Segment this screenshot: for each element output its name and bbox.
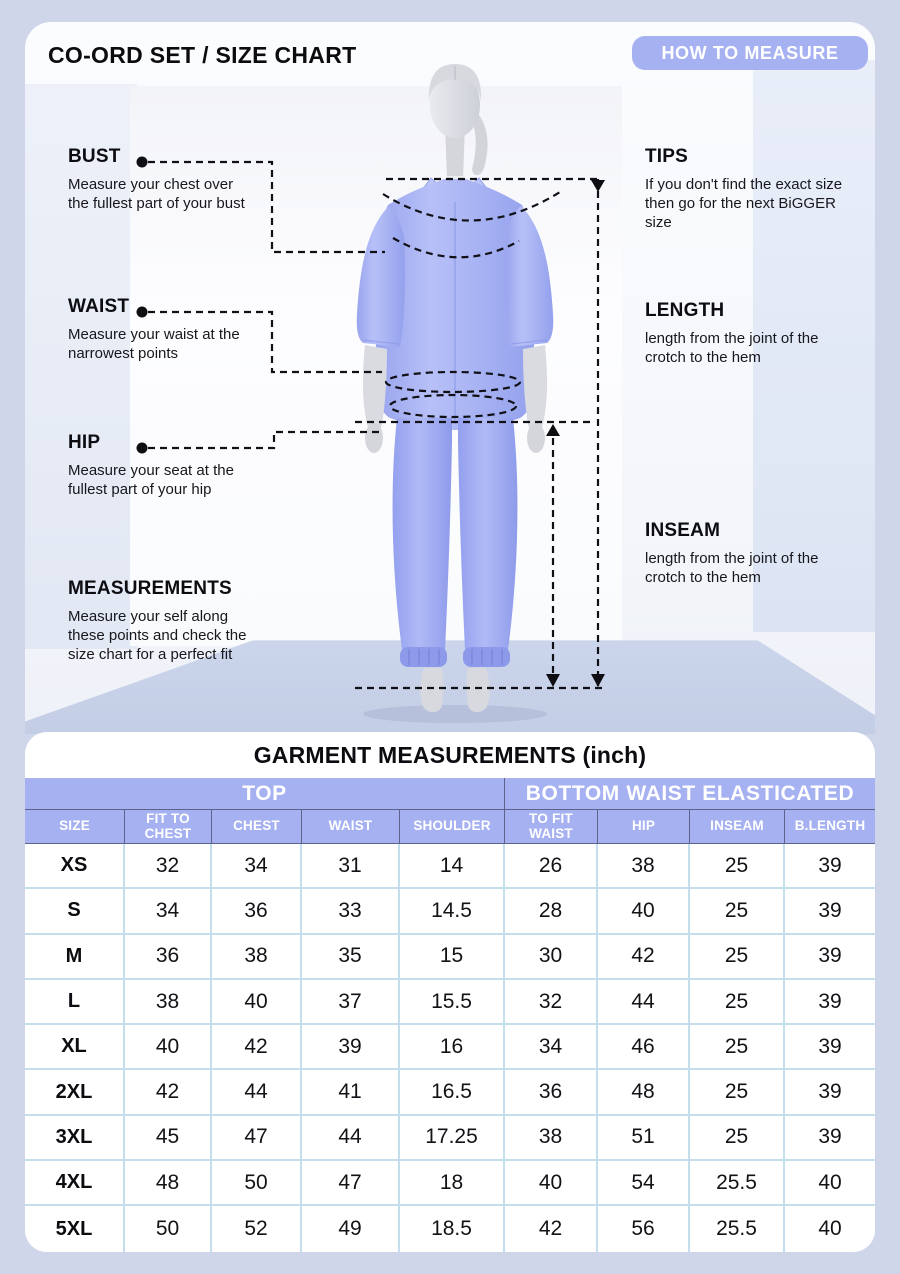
measurement-cell: 15.5 bbox=[400, 980, 505, 1023]
table-group-header bbox=[25, 778, 875, 809]
table-title: GARMENT MEASUREMENTS (inch) bbox=[253, 741, 647, 768]
measurement-cell: 25 bbox=[690, 1070, 785, 1113]
measurement-cell: 25 bbox=[690, 889, 785, 932]
measurement-cell: 40 bbox=[785, 1161, 875, 1204]
measurement-cell: 14 bbox=[400, 844, 505, 887]
measurement-cell: 25.5 bbox=[690, 1206, 785, 1251]
table-row bbox=[25, 1206, 875, 1251]
annotation-length bbox=[645, 300, 850, 368]
column-header-chest: CHEST bbox=[212, 810, 302, 843]
group-top: TOP bbox=[25, 778, 505, 809]
measurement-cell: 44 bbox=[212, 1070, 302, 1113]
measurement-cell: 51 bbox=[598, 1116, 690, 1159]
size-label-cell: XS bbox=[25, 844, 125, 887]
measurement-cell: 17.25 bbox=[400, 1116, 505, 1159]
measurement-cell: 15 bbox=[400, 935, 505, 978]
measurement-cell: 50 bbox=[125, 1206, 212, 1251]
measurement-cell: 18 bbox=[400, 1161, 505, 1204]
measurement-cell: 44 bbox=[302, 1116, 400, 1159]
annotation-waist bbox=[68, 296, 254, 364]
measurement-cell: 25 bbox=[690, 935, 785, 978]
measurement-cell: 41 bbox=[302, 1070, 400, 1113]
measurement-cell: 34 bbox=[125, 889, 212, 932]
measurement-cell: 28 bbox=[505, 889, 598, 932]
annotation-bust bbox=[68, 146, 254, 214]
measurement-cell: 42 bbox=[125, 1070, 212, 1113]
annotation-text: Measure your self along these points and check the size chart for a perfect fit bbox=[68, 608, 247, 663]
measurement-cell: 32 bbox=[505, 980, 598, 1023]
size-label-cell: S bbox=[25, 889, 125, 932]
measurement-cell: 14.5 bbox=[400, 889, 505, 932]
inseam-bottom-arrow bbox=[546, 674, 560, 687]
how-to-measure-button[interactable]: HOW TO MEASURE bbox=[632, 36, 868, 70]
stage-header bbox=[25, 22, 875, 102]
measurement-cell: 42 bbox=[598, 935, 690, 978]
measurement-cell: 25.5 bbox=[690, 1161, 785, 1204]
annotation-text: Measure your seat at the fullest part of your hip bbox=[68, 462, 234, 498]
table-row bbox=[25, 980, 875, 1025]
measurement-cell: 40 bbox=[212, 980, 302, 1023]
table-row bbox=[25, 1025, 875, 1070]
annotation-label: BUST bbox=[68, 146, 121, 167]
measurement-cell: 39 bbox=[785, 1070, 875, 1113]
mannequin-figure bbox=[357, 64, 554, 712]
measurement-cell: 34 bbox=[212, 844, 302, 887]
table-row bbox=[25, 844, 875, 889]
measurement-cell: 16 bbox=[400, 1025, 505, 1068]
measurement-cell: 52 bbox=[212, 1206, 302, 1251]
measurement-cell: 38 bbox=[505, 1116, 598, 1159]
table-row bbox=[25, 935, 875, 980]
measurement-cell: 44 bbox=[598, 980, 690, 1023]
measurement-cell: 35 bbox=[302, 935, 400, 978]
table-row bbox=[25, 1116, 875, 1161]
measurement-cell: 25 bbox=[690, 844, 785, 887]
size-label-cell: 3XL bbox=[25, 1116, 125, 1159]
measurement-cell: 50 bbox=[212, 1161, 302, 1204]
measurement-cell: 25 bbox=[690, 980, 785, 1023]
annotation-inseam bbox=[645, 520, 850, 588]
size-label-cell: 5XL bbox=[25, 1206, 125, 1251]
size-label-cell: XL bbox=[25, 1025, 125, 1068]
annotation-label: WAIST bbox=[68, 296, 130, 317]
annotation-label: MEASUREMENTS bbox=[68, 578, 232, 599]
measurement-cell: 30 bbox=[505, 935, 598, 978]
measurement-cell: 31 bbox=[302, 844, 400, 887]
measurement-cell: 18.5 bbox=[400, 1206, 505, 1251]
length-bottom-arrow bbox=[591, 674, 605, 687]
measurement-cell: 47 bbox=[302, 1161, 400, 1204]
measurement-cell: 48 bbox=[125, 1161, 212, 1204]
measurement-cell: 46 bbox=[598, 1025, 690, 1068]
column-header-waist: WAIST bbox=[302, 810, 400, 843]
column-header-size: SIZE bbox=[25, 810, 125, 843]
measurement-cell: 26 bbox=[505, 844, 598, 887]
annotation-label: TIPS bbox=[645, 146, 689, 167]
measurement-cell: 36 bbox=[212, 889, 302, 932]
length-top-arrow bbox=[591, 180, 605, 192]
size-label-cell: M bbox=[25, 935, 125, 978]
table-row bbox=[25, 889, 875, 934]
annotation-text: Measure your chest over the fullest part of your bust bbox=[68, 176, 245, 212]
group-bottom: BOTTOM WAIST ELASTICATED bbox=[525, 781, 855, 805]
table-row bbox=[25, 1070, 875, 1115]
measurement-cell: 42 bbox=[505, 1206, 598, 1251]
measurement-cell: 38 bbox=[598, 844, 690, 887]
size-table-body bbox=[25, 844, 875, 1252]
column-header-row bbox=[25, 809, 875, 844]
measurement-cell: 40 bbox=[125, 1025, 212, 1068]
measurement-cell: 40 bbox=[785, 1206, 875, 1251]
table-row bbox=[25, 1161, 875, 1206]
annotation-text: If you don't find the exact size then go for the next BiGGER size bbox=[645, 176, 843, 231]
measurement-cell: 16.5 bbox=[400, 1070, 505, 1113]
measurement-cell: 37 bbox=[302, 980, 400, 1023]
measurement-cell: 48 bbox=[598, 1070, 690, 1113]
measurement-cell: 40 bbox=[505, 1161, 598, 1204]
measurement-cell: 38 bbox=[212, 935, 302, 978]
measurement-cell: 42 bbox=[212, 1025, 302, 1068]
measurement-cell: 25 bbox=[690, 1025, 785, 1068]
measurement-cell: 45 bbox=[125, 1116, 212, 1159]
annotation-label: HIP bbox=[68, 432, 101, 453]
annotation-label: INSEAM bbox=[645, 520, 721, 541]
measurement-cell: 38 bbox=[125, 980, 212, 1023]
column-header-shoulder: SHOULDER bbox=[400, 810, 505, 843]
size-table-card bbox=[25, 732, 875, 1252]
annotation-text: Measure your waist at the narrowest points bbox=[68, 326, 240, 362]
measurement-cell: 56 bbox=[598, 1206, 690, 1251]
annotation-hip bbox=[68, 432, 254, 500]
annotation-text: length from the joint of the crotch to the hem bbox=[645, 550, 819, 586]
annotation-label: LENGTH bbox=[645, 300, 725, 321]
annotation-tips bbox=[645, 146, 850, 233]
measurement-cell: 33 bbox=[302, 889, 400, 932]
column-header-hip: HIP bbox=[598, 810, 690, 843]
measurement-cell: 36 bbox=[125, 935, 212, 978]
column-header-fit-to-chest: FIT TO CHEST bbox=[125, 810, 212, 843]
size-label-cell: L bbox=[25, 980, 125, 1023]
size-guide-panel bbox=[25, 22, 875, 734]
measurement-cell: 39 bbox=[302, 1025, 400, 1068]
annotation-measurements bbox=[68, 578, 264, 665]
page-title: CO-ORD SET / SIZE CHART bbox=[48, 42, 357, 68]
measurement-cell: 47 bbox=[212, 1116, 302, 1159]
column-header-to-fit-waist: TO FIT WAIST bbox=[505, 810, 598, 843]
measurement-cell: 39 bbox=[785, 889, 875, 932]
measurement-cell: 34 bbox=[505, 1025, 598, 1068]
measurement-cell: 54 bbox=[598, 1161, 690, 1204]
annotation-text: length from the joint of the crotch to the hem bbox=[645, 330, 819, 366]
floor-shadow bbox=[363, 705, 547, 723]
measurement-cell: 32 bbox=[125, 844, 212, 887]
size-label-cell: 4XL bbox=[25, 1161, 125, 1204]
measurement-cell: 39 bbox=[785, 1025, 875, 1068]
column-header-b-length: B.LENGTH bbox=[794, 818, 866, 834]
measurement-cell: 25 bbox=[690, 1116, 785, 1159]
measurement-cell: 36 bbox=[505, 1070, 598, 1113]
measurement-cell: 39 bbox=[785, 935, 875, 978]
measurement-cell: 39 bbox=[785, 1116, 875, 1159]
size-label-cell: 2XL bbox=[25, 1070, 125, 1113]
measurement-cell: 39 bbox=[785, 980, 875, 1023]
measurement-cell: 40 bbox=[598, 889, 690, 932]
inseam-top-arrow bbox=[546, 424, 560, 436]
measurement-cell: 49 bbox=[302, 1206, 400, 1251]
column-header-inseam: INSEAM bbox=[690, 810, 785, 843]
measurement-cell: 39 bbox=[785, 844, 875, 887]
